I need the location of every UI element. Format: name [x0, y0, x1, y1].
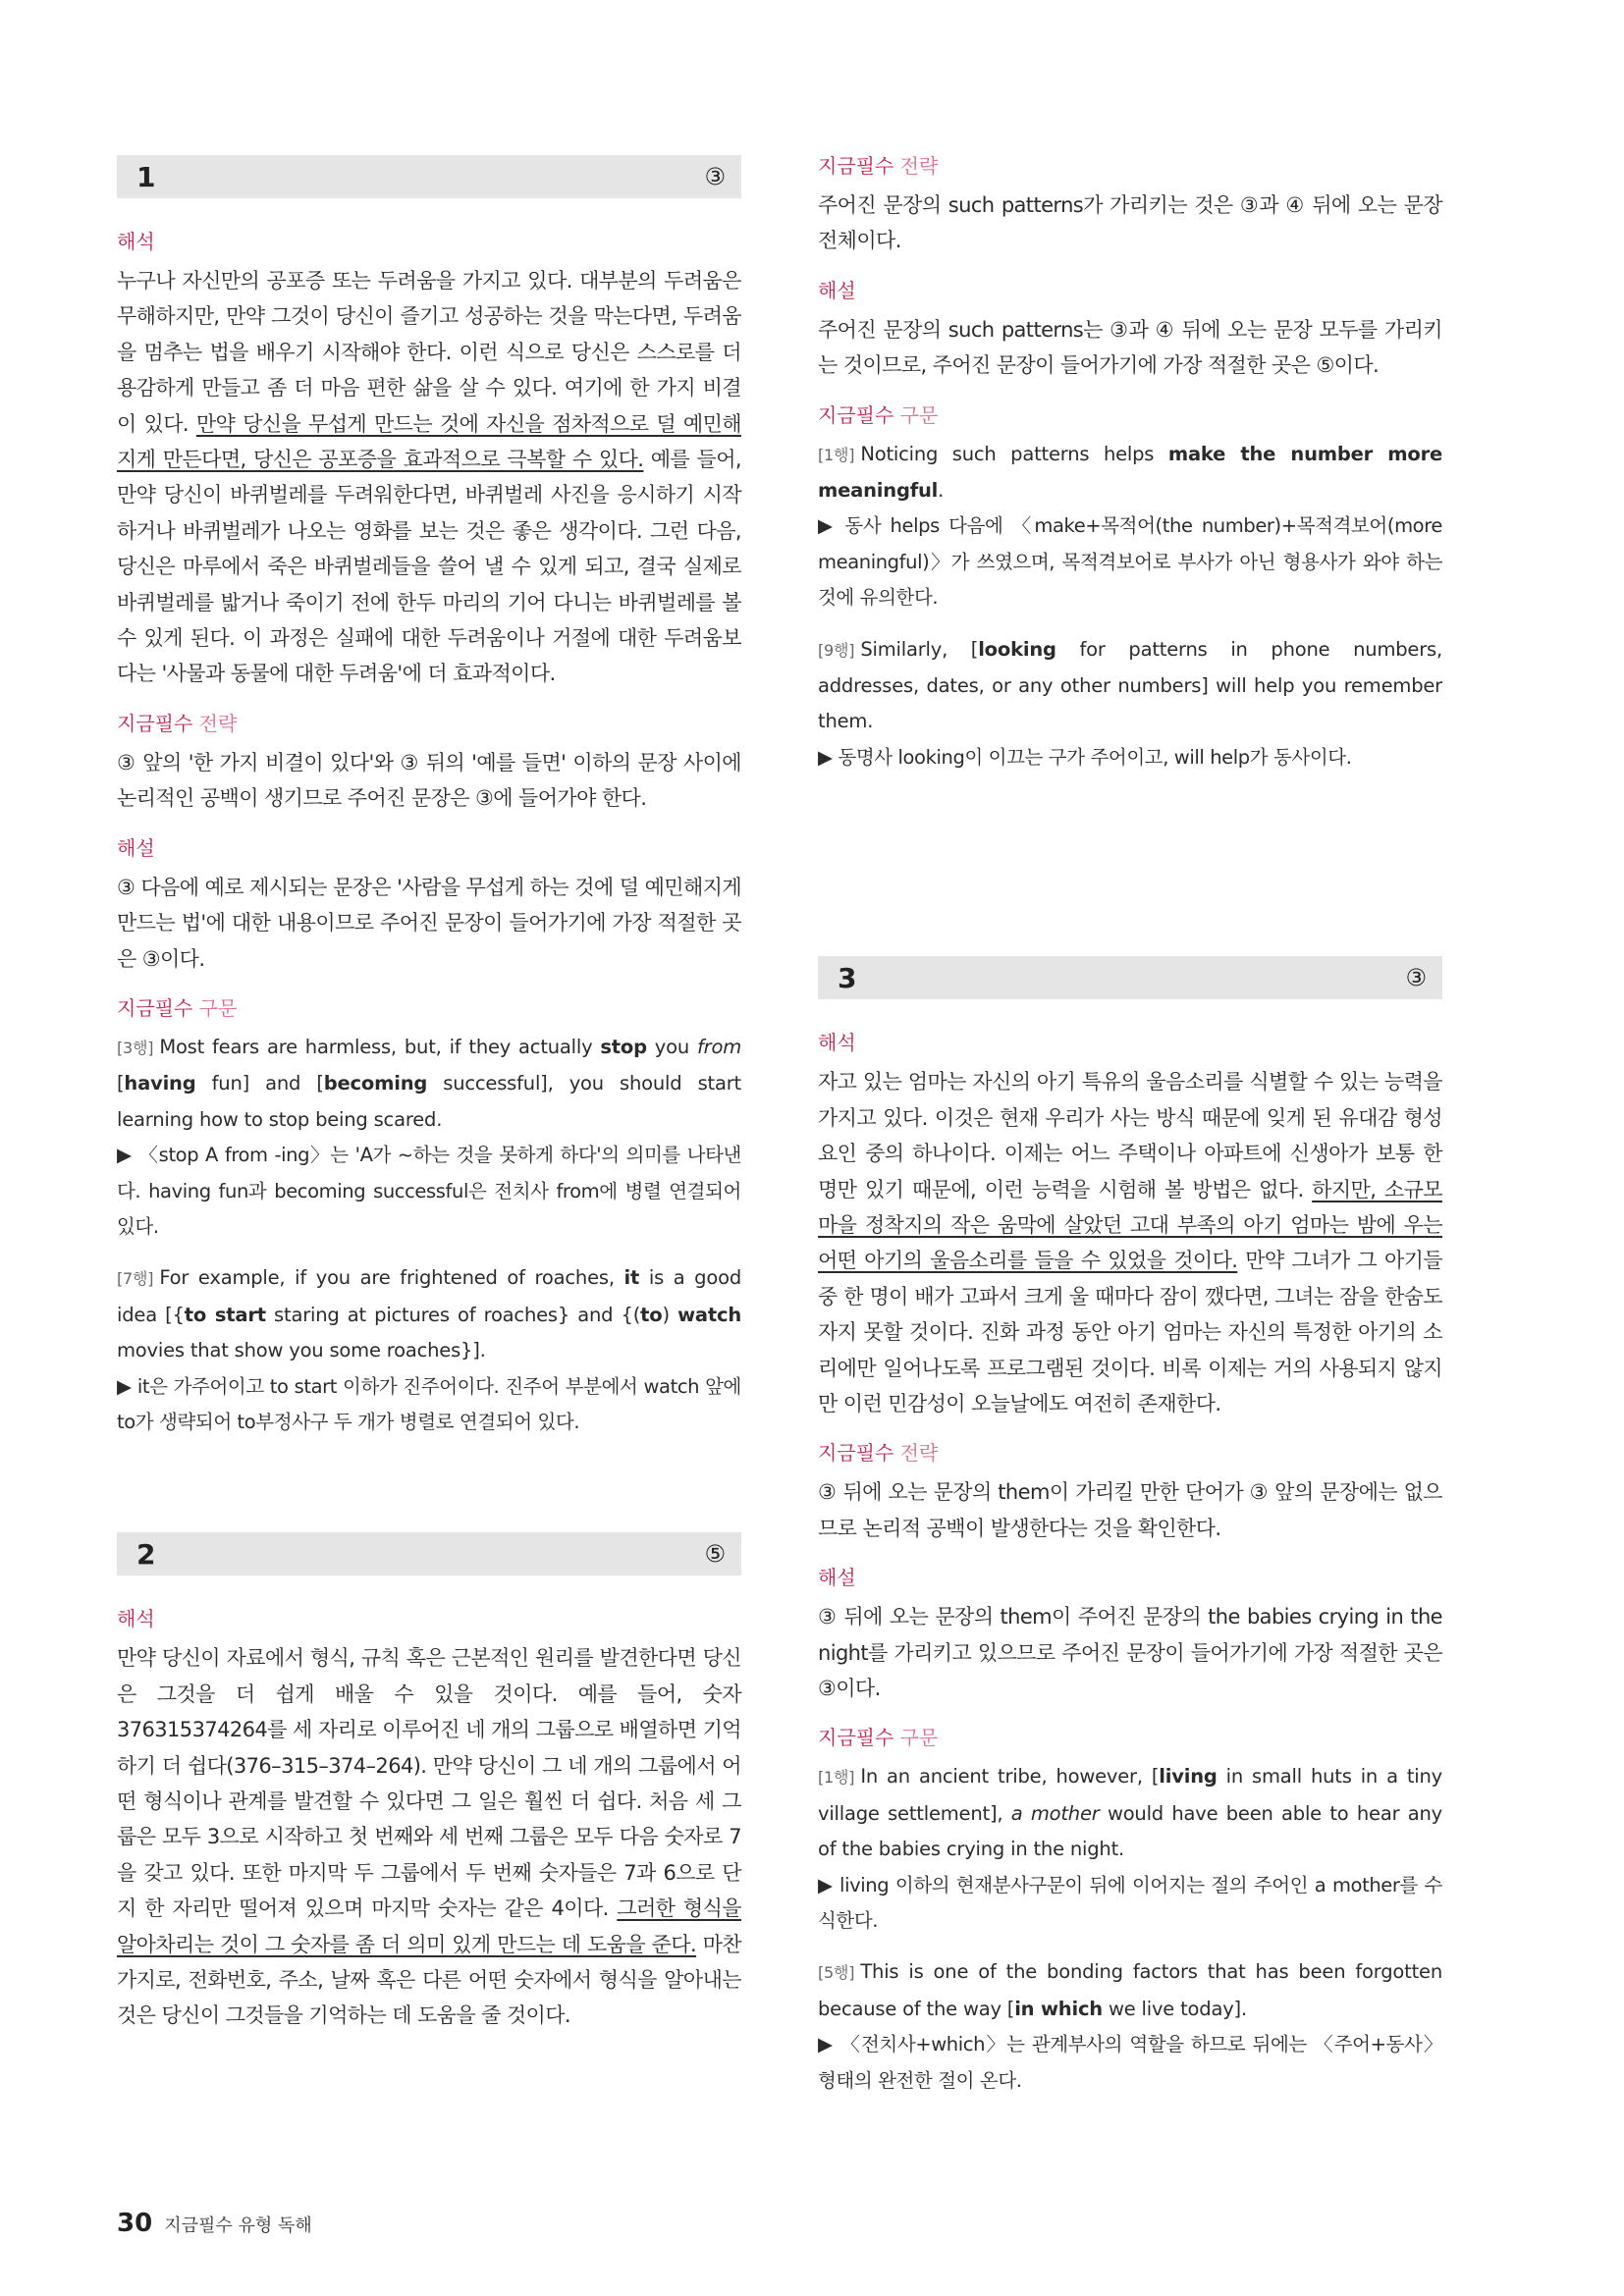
section-label-haeseol: 해설: [818, 1566, 856, 1590]
left-column: [117, 147, 741, 2052]
answer-mark: ③: [1405, 964, 1427, 992]
underlined-sentence: 만약 당신을 무섭게 만드는 것에 자신을 점차적으로 덜 예민해지게 만든다면, 당신은 공포증을 효과적으로 극복할 수 있다.: [117, 411, 741, 472]
grammar-sentence: [3행] Most fears are harmless, but, if they actually stop you from [having fun] and [becoming successful], you should start learning how to stop being scared.: [117, 1035, 741, 1131]
grammar-item: [117, 1260, 741, 1440]
answer-mark: ⑤: [704, 1540, 726, 1569]
section-label-haeseol: 해설: [117, 835, 155, 860]
line-number: [1행]: [818, 1768, 855, 1788]
strategy-text: ③ 앞의 '한 가지 비결이 있다'와 ③ 뒤의 '예를 들면' 이하의 문장 사이에 논리적인 공백이 생기므로 주어진 문장은 ③에 들어가야 한다.: [117, 750, 741, 811]
section-label-strategy: 지금필수 전략: [117, 711, 238, 735]
question-number: 3: [838, 961, 857, 994]
translation-text: 자고 있는 엄마는 자신의 아기 특유의 울음소리를 식별할 수 있는 능력을 가지고 있다. 이것은 현재 우리가 사는 방식 때문에 잊게 된 유대감 형성 요인 중의 하나이다. 이제는 어느 주택이나 아파트에 신생아가 보통 한 명만 있기 때문에, 이런 능력을 시험해 볼 방법은 없다. 하지만, 소규모 마을 정착지의 작은 움막에 살았던 고대 부족의 아기 엄마는 밤에 우는 어떤 아기의 울음소리를 들을 수 있었을 것이다. 만약 그녀가 그 아기들 중 한 명이 배가 고파서 크게 울 때마다 잠이 깼다면, 그녀는 잠을 한숨도 자지 못할 것이다. 진화 과정 동안 아기 엄마는 자신의 특정한 아기의 소리에만 일어나도록 프로그램된 것이다. 비록 이제는 거의 사용되지 않지만 이런 민감성이 오늘날에도 여전히 존재한다.: [818, 1070, 1442, 1415]
page-number: 30: [117, 2209, 153, 2238]
section-label-haeseok: 해석: [818, 1031, 856, 1055]
right-column: [818, 152, 1442, 2114]
question-number: 2: [136, 1537, 156, 1571]
grammar-note: ▶ it은 가주어이고 to start 이하가 진주어이다. 진주어 부분에서 watch 앞에 to가 생략되어 to부정사구 두 개가 병렬로 연결되어 있다.: [117, 1374, 741, 1433]
explanation-text: ③ 다음에 예로 제시되는 문장은 '사람을 무섭게 하는 것에 덜 예민해지게 만드는 법'에 대한 내용이므로 주어진 문장이 들어가기에 가장 적절한 곳은 ③이다.: [117, 875, 741, 971]
grammar-note: ▶ 〈전치사+which〉는 관계부사의 역할을 하므로 뒤에는 〈주어+동사〉 형태의 완전한 절이 온다.: [818, 2033, 1442, 2092]
section-label-gumun: 지금필수 구문: [818, 402, 939, 427]
line-number: [9행]: [818, 640, 855, 660]
section-label-gumun: 지금필수 구문: [818, 1726, 939, 1750]
grammar-item: [117, 1030, 741, 1245]
question-number: 1: [136, 160, 156, 193]
section-label-haeseok: 해석: [117, 230, 155, 253]
section-label-strategy: 지금필수 전략: [818, 154, 939, 178]
grammar-sentence: [7행] For example, if you are frightened of roaches, it is a good idea [{to start staring at pictures of roaches} and {(to) watch movies that show you some roaches}].: [117, 1266, 741, 1362]
explanation-text: ③ 뒤에 오는 문장의 them이 주어진 문장의 the babies crying in the night를 가리키고 있으므로 주어진 문장이 들어가기에 가장 적절한 곳은 ③이다.: [818, 1605, 1442, 1700]
translation-text: 누구나 자신만의 공포증 또는 두려움을 가지고 있다. 대부분의 두려움은 무해하지만, 만약 그것이 당신이 즐기고 성공하는 것을 막는다면, 두려움을 멈추는 법을 배우기 시작해야 한다. 이런 식으로 당신은 스스로를 더 용감하게 만들고 좀 더 마음 편한 삶을 살 수 있다. 여기에 한 가지 비결이 있다. 만약 당신을 무섭게 만드는 것에 자신을 점차적으로 덜 예민해지게 만든다면, 당신은 공포증을 효과적으로 극복할 수 있다. 예를 들어, 만약 당신이 바퀴벌레를 두려워한다면, 바퀴벌레 사진을 응시하기 시작하거나 바퀴벌레가 나오는 영화를 보는 것은 좋은 생각이다. 그런 다음, 당신은 마루에서 죽은 바퀴벌레들을 쓸어 낼 수 있게 되고, 결국 실제로 바퀴벌레를 밟거나 죽이기 전에 한두 마리의 기어 다니는 바퀴벌레를 볼 수 있게 된다. 이 과정은 실패에 대한 두려움이나 거절에 대한 두려움보다는 '사물과 동물에 대한 두려움'에 더 효과적이다.: [117, 269, 741, 686]
section-label-gumun: 지금필수 구문: [117, 995, 238, 1020]
grammar-item: [818, 632, 1442, 776]
grammar-sentence: [1행] Noticing such patterns helps make the number more meaningful.: [818, 442, 1443, 503]
grammar-item: [818, 1954, 1442, 2099]
book-title: 지금필수 유형 독해: [164, 2216, 312, 2236]
grammar-note: ▶ 동사 helps 다음에 〈make+목적어(the number)+목적격보어(more meaningful)〉가 쓰였으며, 목적격보어로 부사가 아닌 형용사가 와야 하는 것에 유의한다.: [818, 514, 1442, 610]
page-footer: [117, 2209, 312, 2238]
grammar-note: ▶ living 이하의 현재분사구문이 뒤에 이어지는 절의 주어인 a mother를 수식한다.: [818, 1873, 1442, 1932]
strategy-text: ③ 뒤에 오는 문장의 them이 가리킬 만한 단어가 ③ 앞의 문장에는 없으므로 논리적 공백이 발생한다는 것을 확인한다.: [818, 1480, 1442, 1540]
line-number: [3행]: [117, 1038, 154, 1057]
explanation-text: 주어진 문장의 such patterns는 ③과 ④ 뒤에 오는 문장 모두를 가리키는 것이므로, 주어진 문장이 들어가기에 가장 적절한 곳은 ⑤이다.: [818, 317, 1442, 378]
answer-mark: ③: [704, 163, 726, 190]
underlined-sentence: 그러한 형식을 알아차리는 것이 그 숫자를 좀 더 의미 있게 만드는 데 도움을 준다.: [117, 1896, 741, 1956]
question-3-header: [818, 956, 1442, 999]
section-label-strategy: 지금필수 전략: [818, 1441, 939, 1466]
question-1-header: [117, 155, 741, 198]
grammar-sentence: [9행] Similarly, [looking for patterns in phone numbers, addresses, dates, or any other numbers] will help you remember them.: [818, 637, 1442, 733]
strategy-text: 주어진 문장의 such patterns가 가리키는 것은 ③과 ④ 뒤에 오는 문장 전체이다.: [818, 193, 1442, 253]
grammar-sentence: [5행] This is one of the bonding factors that has been forgotten because of the way [in which we live today].: [818, 1960, 1442, 2020]
line-number: [1행]: [818, 445, 855, 464]
line-number: [5행]: [818, 1963, 855, 1983]
translation-text: 만약 당신이 자료에서 형식, 규칙 혹은 근본적인 원리를 발견한다면 당신은 그것을 더 쉽게 배울 수 있을 것이다. 예를 들어, 숫자 376315374264를 세 자리로 이루어진 네 개의 그룹으로 배열하면 기억하기 더 쉽다(376–315–374–264). 만약 당신이 그 네 개의 그룹에서 어떤 형식이나 관계를 발견할 수 있다면 그 일은 훨씬 더 쉽다. 처음 세 그룹은 모두 3으로 시작하고 첫 번째와 세 번째 그룹은 모두 다음 숫자로 7을 갖고 있다. 또한 마지막 두 그룹에서 두 번째 숫자들은 7과 6으로 단지 한 자리만 떨어져 있으며 마지막 숫자는 같은 4이다. 그러한 형식을 알아차리는 것이 그 숫자를 좀 더 의미 있게 만드는 데 도움을 준다. 마찬가지로, 전화번호, 주소, 날짜 혹은 다른 어떤 숫자에서 형식을 알아내는 것은 당신이 그것들을 기억하는 데 도움을 줄 것이다.: [117, 1646, 741, 2028]
grammar-note: ▶ 〈stop A from -ing〉는 'A가 ~하는 것을 못하게 하다'의 의미를 나타낸다. having fun과 becoming successful은 전치사 from에 병렬 연결되어 있다.: [117, 1144, 741, 1238]
grammar-item: [818, 1759, 1442, 1939]
grammar-note: ▶ 동명사 looking이 이끄는 구가 주어이고, will help가 동사이다.: [818, 745, 1352, 769]
underlined-sentence: 하지만, 소규모 마을 정착지의 작은 움막에 살았던 고대 부족의 아기 엄마는 밤에 우는 어떤 아기의 울음소리를 들을 수 있었을 것이다.: [818, 1177, 1442, 1273]
section-label-haeseol: 해설: [818, 278, 856, 302]
section-label-haeseok: 해석: [117, 1607, 155, 1631]
grammar-sentence: [1행] In an ancient tribe, however, [living in small huts in a tiny village settlement], a mother would have been able to hear any of the babies crying in the night.: [818, 1765, 1443, 1861]
question-2-header: [117, 1532, 741, 1575]
grammar-item: [818, 437, 1442, 616]
line-number: [7행]: [117, 1269, 154, 1289]
